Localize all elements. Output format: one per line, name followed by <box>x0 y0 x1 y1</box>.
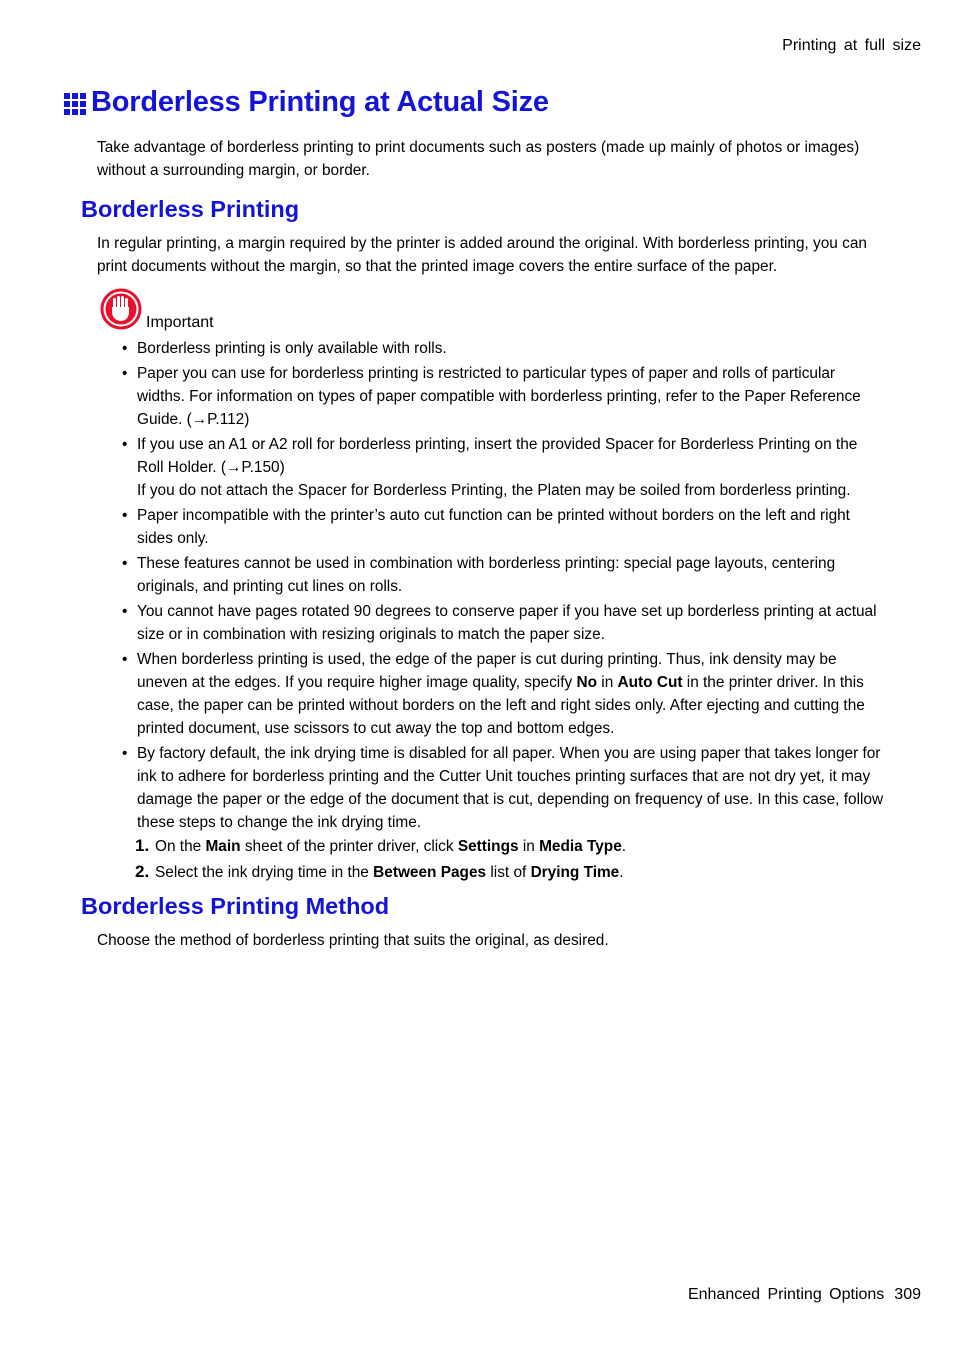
section-paragraph: In regular printing, a margin required by the printer is added around the original. With borderless printing, you can print documents without the margin, so that the printed image covers the entire surface of the paper. <box>97 235 867 275</box>
list-item-note: If you do not attach the Spacer for Borderless Printing, the Platen may be soiled from borderless printing. <box>137 482 851 499</box>
important-list <box>117 337 887 886</box>
list-item: • You cannot have pages rotated 90 degrees to conserve paper if you have set up borderless printing at actual size or in combination with resizing originals to match the paper size. <box>117 600 887 646</box>
list-item: • Paper you can use for borderless printing is restricted to particular types of paper and rolls of particular widths. For information on types of paper compatible with borderless printing, refer to the Paper Reference Guide. (→P.112) <box>117 362 887 431</box>
stop-hand-icon <box>100 288 142 330</box>
page-number: 309 <box>894 1286 921 1303</box>
list-item: • Paper incompatible with the printer’s auto cut function can be printed without borders on the left and right sides only. <box>117 504 887 550</box>
running-header: Printing at full size <box>782 37 921 54</box>
list-item: • If you use an A1 or A2 roll for borderless printing, insert the provided Spacer for Borderless Printing on the Roll Holder. (→P.150) If you do not attach the Spacer for Borderless Printing, the Platen may be soiled from borderless printing. <box>117 433 887 502</box>
section-heading-borderless-printing-method: Borderless Printing Method <box>81 893 390 919</box>
list-item: • By factory default, the ink drying time is disabled for all paper. When you are using paper that takes longer for ink to adhere for borderless printing and the Cutter Unit touches printing surfaces that are not dry yet, it may damage the paper or the edge of the document that is cut, depending on frequency of use. In this case, follow these steps to change the ink drying time. 1. On the Main sheet of the printer driver, click Settings in Media Type. 2. Select the ink drying time in the Between Pages list of Drying Time. <box>117 742 887 884</box>
important-note-header <box>100 288 214 330</box>
step-item: 2. Select the ink drying time in the Between Pages list of Drying Time. <box>135 862 624 881</box>
page-title <box>64 86 549 119</box>
page-footer <box>688 1286 921 1304</box>
steps-list <box>137 834 887 884</box>
section-paragraph: Choose the method of borderless printing that suits the original, as desired. <box>97 932 609 949</box>
list-item: • These features cannot be used in combination with borderless printing: special page layouts, centering originals, and printing cut lines on rolls. <box>117 552 887 598</box>
intro-paragraph: Take advantage of borderless printing to print documents such as posters (made up mainly of photos or images) without a surrounding margin, or border. <box>97 139 860 179</box>
page-title-text: Borderless Printing at Actual Size <box>91 86 549 118</box>
important-label: Important <box>146 314 214 331</box>
list-item: • Borderless printing is only available with rolls. <box>117 337 887 360</box>
step-item: 1. On the Main sheet of the printer driver, click Settings in Media Type. <box>135 836 627 855</box>
section-heading-borderless-printing: Borderless Printing <box>81 196 300 222</box>
footer-section: Enhanced Printing Options <box>687 1286 885 1303</box>
grid-icon <box>64 93 86 115</box>
list-item: • When borderless printing is used, the edge of the paper is cut during printing. Thus, ink density may be uneven at the edges. If you require higher image quality, specify No in Auto Cut in the printer driver. In this case, the paper can be printed without borders on the left and right sides only. After ejecting and cutting the printed document, use scissors to cut away the top and bottom edges. <box>117 648 887 740</box>
